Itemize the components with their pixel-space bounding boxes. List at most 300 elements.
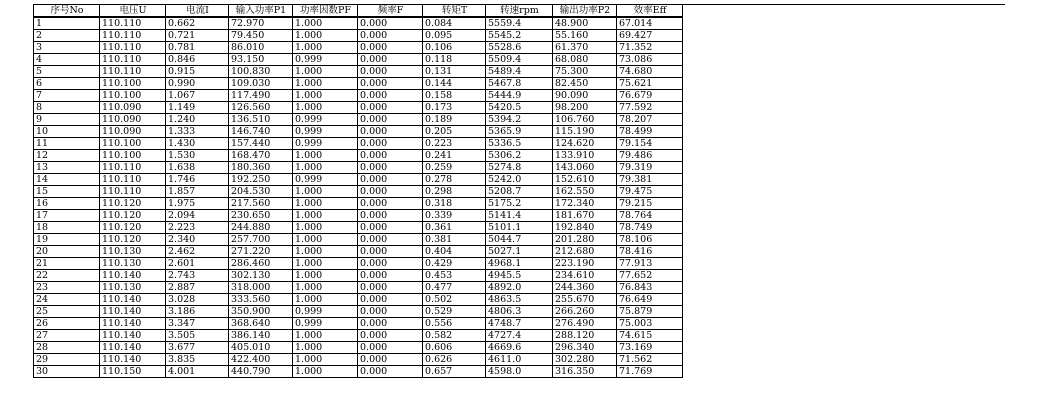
- table-cell: 1.000: [293, 222, 358, 234]
- table-cell: 0.173: [423, 102, 486, 114]
- column-header: 序号No: [34, 5, 100, 18]
- table-cell: 75.300: [553, 66, 617, 78]
- table-cell: 110.150: [100, 366, 166, 378]
- table-row: [34, 114, 683, 126]
- table-cell: 276.490: [553, 318, 617, 330]
- table-cell: 5489.4: [486, 66, 553, 78]
- table-cell: 110.090: [100, 114, 166, 126]
- table-cell: 4.001: [166, 366, 229, 378]
- table-cell: 55.160: [553, 30, 617, 42]
- table-cell: 157.440: [229, 138, 293, 150]
- table-cell: 405.010: [229, 342, 293, 354]
- table-cell: 110.140: [100, 330, 166, 342]
- table-cell: 79.215: [617, 198, 683, 210]
- table-row: [34, 90, 683, 102]
- table-cell: 110.090: [100, 102, 166, 114]
- table-cell: 24: [34, 294, 100, 306]
- table-cell: 1.000: [293, 78, 358, 90]
- table-cell: 0.000: [358, 78, 423, 90]
- table-cell: 386.140: [229, 330, 293, 342]
- table-cell: 4806.3: [486, 306, 553, 318]
- table-cell: 0.095: [423, 30, 486, 42]
- table-cell: 1.333: [166, 126, 229, 138]
- table-row: [34, 318, 683, 330]
- table-header-row: [34, 5, 683, 18]
- table-cell: 5141.4: [486, 210, 553, 222]
- table-cell: 0.381: [423, 234, 486, 246]
- table-cell: 79.486: [617, 150, 683, 162]
- table-cell: 0.999: [293, 126, 358, 138]
- column-header: 转矩T: [423, 5, 486, 18]
- table-cell: 0.000: [358, 294, 423, 306]
- table-cell: 73.086: [617, 54, 683, 66]
- table-cell: 172.340: [553, 198, 617, 210]
- table-cell: 0.999: [293, 54, 358, 66]
- table-cell: 230.650: [229, 210, 293, 222]
- table-cell: 110.140: [100, 342, 166, 354]
- table-cell: 5044.7: [486, 234, 553, 246]
- table-cell: 48.900: [553, 17, 617, 30]
- table-row: [34, 198, 683, 210]
- table-cell: 110.130: [100, 282, 166, 294]
- table-cell: 1.000: [293, 42, 358, 54]
- table-cell: 110.110: [100, 66, 166, 78]
- table-cell: 110.130: [100, 246, 166, 258]
- table-row: [34, 102, 683, 114]
- table-cell: 78.499: [617, 126, 683, 138]
- table-row: [34, 174, 683, 186]
- table-cell: 244.880: [229, 222, 293, 234]
- table-cell: 110.130: [100, 258, 166, 270]
- table-cell: 0.000: [358, 342, 423, 354]
- table-cell: 110.110: [100, 54, 166, 66]
- table-cell: 2.223: [166, 222, 229, 234]
- table-cell: 133.910: [553, 150, 617, 162]
- table-cell: 0.278: [423, 174, 486, 186]
- table-cell: 5467.8: [486, 78, 553, 90]
- table-row: [34, 54, 683, 66]
- table-cell: 5420.5: [486, 102, 553, 114]
- table-cell: 162.550: [553, 186, 617, 198]
- table-cell: 3.186: [166, 306, 229, 318]
- table-cell: 0.721: [166, 30, 229, 42]
- column-header: 输入功率P1: [229, 5, 293, 18]
- table-cell: 2.462: [166, 246, 229, 258]
- table-cell: 110.140: [100, 270, 166, 282]
- table-cell: 0.000: [358, 126, 423, 138]
- table-cell: 181.670: [553, 210, 617, 222]
- table-cell: 192.840: [553, 222, 617, 234]
- table-cell: 69.427: [617, 30, 683, 42]
- table-cell: 3.835: [166, 354, 229, 366]
- table-row: [34, 270, 683, 282]
- table-cell: 201.280: [553, 234, 617, 246]
- table-cell: 1.149: [166, 102, 229, 114]
- table-cell: 110.090: [100, 126, 166, 138]
- table-cell: 86.010: [229, 42, 293, 54]
- column-header: 频率F: [358, 5, 423, 18]
- table-cell: 1.000: [293, 162, 358, 174]
- table-cell: 0.205: [423, 126, 486, 138]
- table-cell: 1: [34, 17, 100, 30]
- table-cell: 124.620: [553, 138, 617, 150]
- table-cell: 0.000: [358, 174, 423, 186]
- table-cell: 5101.1: [486, 222, 553, 234]
- table-cell: 1.430: [166, 138, 229, 150]
- table-cell: 74.680: [617, 66, 683, 78]
- table-cell: 1.000: [293, 210, 358, 222]
- table-cell: 110.100: [100, 78, 166, 90]
- table-cell: 318.000: [229, 282, 293, 294]
- table-cell: 180.360: [229, 162, 293, 174]
- table-cell: 350.900: [229, 306, 293, 318]
- table-cell: 71.352: [617, 42, 683, 54]
- table-cell: 110.120: [100, 210, 166, 222]
- table-cell: 0.000: [358, 354, 423, 366]
- table-cell: 110.120: [100, 222, 166, 234]
- table-cell: 0.000: [358, 330, 423, 342]
- table-row: [34, 126, 683, 138]
- table-body: [34, 17, 683, 378]
- table-cell: 1.000: [293, 234, 358, 246]
- table-cell: 1.000: [293, 30, 358, 42]
- table-cell: 1.000: [293, 246, 358, 258]
- table-cell: 0.241: [423, 150, 486, 162]
- table-cell: 266.260: [553, 306, 617, 318]
- table-cell: 0.339: [423, 210, 486, 222]
- table-cell: 0.657: [423, 366, 486, 378]
- table-cell: 6: [34, 78, 100, 90]
- table-cell: 79.381: [617, 174, 683, 186]
- table-cell: 1.530: [166, 150, 229, 162]
- table-cell: 440.790: [229, 366, 293, 378]
- table-row: [34, 234, 683, 246]
- table-cell: 5444.9: [486, 90, 553, 102]
- column-header: 转速rpm: [486, 5, 553, 18]
- table-cell: 302.280: [553, 354, 617, 366]
- table-cell: 12: [34, 150, 100, 162]
- table-cell: 2.340: [166, 234, 229, 246]
- table-cell: 11: [34, 138, 100, 150]
- table-cell: 0.606: [423, 342, 486, 354]
- table-cell: 368.640: [229, 318, 293, 330]
- table-cell: 76.649: [617, 294, 683, 306]
- table-cell: 0.477: [423, 282, 486, 294]
- table-cell: 0.556: [423, 318, 486, 330]
- motor-test-data-table: [33, 4, 683, 378]
- table-cell: 0.846: [166, 54, 229, 66]
- table-cell: 3: [34, 42, 100, 54]
- table-cell: 115.190: [553, 126, 617, 138]
- table-cell: 1.857: [166, 186, 229, 198]
- table-cell: 0.106: [423, 42, 486, 54]
- table-cell: 100.830: [229, 66, 293, 78]
- table-cell: 0.144: [423, 78, 486, 90]
- table-cell: 1.638: [166, 162, 229, 174]
- table-cell: 0.453: [423, 270, 486, 282]
- table-cell: 76.843: [617, 282, 683, 294]
- table-cell: 0.000: [358, 162, 423, 174]
- table-cell: 1.000: [293, 150, 358, 162]
- table-cell: 152.610: [553, 174, 617, 186]
- table-cell: 23: [34, 282, 100, 294]
- table-cell: 17: [34, 210, 100, 222]
- column-header: 电流I: [166, 5, 229, 18]
- table-cell: 0.000: [358, 282, 423, 294]
- table-cell: 68.080: [553, 54, 617, 66]
- table-cell: 0.502: [423, 294, 486, 306]
- table-cell: 110.100: [100, 90, 166, 102]
- table-cell: 2.601: [166, 258, 229, 270]
- table-cell: 0.000: [358, 90, 423, 102]
- table-cell: 13: [34, 162, 100, 174]
- table-cell: 4669.6: [486, 342, 553, 354]
- table-row: [34, 186, 683, 198]
- table-cell: 1.067: [166, 90, 229, 102]
- table-cell: 2.094: [166, 210, 229, 222]
- table-cell: 0.999: [293, 306, 358, 318]
- table-cell: 146.740: [229, 126, 293, 138]
- table-cell: 74.615: [617, 330, 683, 342]
- table-cell: 5545.2: [486, 30, 553, 42]
- table-cell: 1.975: [166, 198, 229, 210]
- table-cell: 16: [34, 198, 100, 210]
- table-cell: 0.000: [358, 318, 423, 330]
- table-cell: 244.360: [553, 282, 617, 294]
- table-cell: 110.110: [100, 174, 166, 186]
- table-cell: 0.000: [358, 246, 423, 258]
- table-cell: 22: [34, 270, 100, 282]
- table-cell: 109.030: [229, 78, 293, 90]
- table-cell: 0.318: [423, 198, 486, 210]
- table-cell: 79.475: [617, 186, 683, 198]
- table-cell: 0.000: [358, 258, 423, 270]
- table-cell: 110.140: [100, 318, 166, 330]
- table-row: [34, 222, 683, 234]
- table-row: [34, 366, 683, 378]
- column-header: 输出功率P2: [553, 5, 617, 18]
- table-cell: 1.000: [293, 17, 358, 30]
- table-row: [34, 246, 683, 258]
- table-cell: 5274.8: [486, 162, 553, 174]
- table-cell: 0.529: [423, 306, 486, 318]
- table-cell: 0.582: [423, 330, 486, 342]
- table-cell: 8: [34, 102, 100, 114]
- table-cell: 5365.9: [486, 126, 553, 138]
- table-cell: 286.460: [229, 258, 293, 270]
- table-cell: 4892.0: [486, 282, 553, 294]
- table-cell: 79.154: [617, 138, 683, 150]
- table-cell: 93.150: [229, 54, 293, 66]
- table-cell: 0.781: [166, 42, 229, 54]
- table-cell: 302.130: [229, 270, 293, 282]
- table-cell: 1.240: [166, 114, 229, 126]
- table-cell: 0.298: [423, 186, 486, 198]
- table-cell: 19: [34, 234, 100, 246]
- table-cell: 4: [34, 54, 100, 66]
- table-cell: 15: [34, 186, 100, 198]
- column-header: 电压U: [100, 5, 166, 18]
- table-cell: 4598.0: [486, 366, 553, 378]
- table-cell: 77.592: [617, 102, 683, 114]
- table-cell: 110.110: [100, 30, 166, 42]
- table-cell: 1.000: [293, 66, 358, 78]
- table-cell: 75.003: [617, 318, 683, 330]
- table-cell: 422.400: [229, 354, 293, 366]
- table-cell: 1.000: [293, 366, 358, 378]
- table-cell: 296.340: [553, 342, 617, 354]
- table-cell: 1.000: [293, 258, 358, 270]
- table-cell: 0.000: [358, 102, 423, 114]
- table-cell: 67.014: [617, 17, 683, 30]
- table-cell: 1.000: [293, 294, 358, 306]
- table-cell: 204.530: [229, 186, 293, 198]
- table-cell: 333.560: [229, 294, 293, 306]
- column-header: 效率Eff: [617, 5, 683, 18]
- table-row: [34, 210, 683, 222]
- table-row: [34, 42, 683, 54]
- table-cell: 212.680: [553, 246, 617, 258]
- table-cell: 71.562: [617, 354, 683, 366]
- table-cell: 82.450: [553, 78, 617, 90]
- table-cell: 0.000: [358, 138, 423, 150]
- table-cell: 3.347: [166, 318, 229, 330]
- table-cell: 76.679: [617, 90, 683, 102]
- table-cell: 14: [34, 174, 100, 186]
- table-cell: 27: [34, 330, 100, 342]
- table-cell: 0.999: [293, 114, 358, 126]
- table-cell: 1.000: [293, 354, 358, 366]
- table-cell: 110.110: [100, 42, 166, 54]
- table-cell: 110.110: [100, 186, 166, 198]
- table-cell: 4968.1: [486, 258, 553, 270]
- table-cell: 1.000: [293, 282, 358, 294]
- table-cell: 7: [34, 90, 100, 102]
- table-cell: 0.662: [166, 17, 229, 30]
- table-cell: 75.879: [617, 306, 683, 318]
- table-cell: 28: [34, 342, 100, 354]
- table-cell: 0.000: [358, 54, 423, 66]
- table-cell: 5: [34, 66, 100, 78]
- table-cell: 73.169: [617, 342, 683, 354]
- table-cell: 288.120: [553, 330, 617, 342]
- table-cell: 0.158: [423, 90, 486, 102]
- table-row: [34, 78, 683, 90]
- table-cell: 0.000: [358, 66, 423, 78]
- table-cell: 30: [34, 366, 100, 378]
- table-cell: 255.670: [553, 294, 617, 306]
- table-cell: 0.000: [358, 210, 423, 222]
- table-cell: 0.000: [358, 186, 423, 198]
- table-cell: 0.000: [358, 150, 423, 162]
- top-rule-line: [677, 4, 1005, 5]
- table-cell: 0.000: [358, 17, 423, 30]
- table-cell: 110.120: [100, 234, 166, 246]
- table-cell: 90.090: [553, 90, 617, 102]
- table-cell: 3.028: [166, 294, 229, 306]
- table-cell: 4945.5: [486, 270, 553, 282]
- table-cell: 0.131: [423, 66, 486, 78]
- table-cell: 79.450: [229, 30, 293, 42]
- table-cell: 1.000: [293, 270, 358, 282]
- table-cell: 0.626: [423, 354, 486, 366]
- table-cell: 0.000: [358, 366, 423, 378]
- table-cell: 0.259: [423, 162, 486, 174]
- table-cell: 77.913: [617, 258, 683, 270]
- table-cell: 117.490: [229, 90, 293, 102]
- table-cell: 110.140: [100, 294, 166, 306]
- table-cell: 168.470: [229, 150, 293, 162]
- table-row: [34, 150, 683, 162]
- table-cell: 98.200: [553, 102, 617, 114]
- table-cell: 5394.2: [486, 114, 553, 126]
- table-cell: 4727.4: [486, 330, 553, 342]
- table-row: [34, 138, 683, 150]
- table-cell: 72.970: [229, 17, 293, 30]
- table-cell: 75.621: [617, 78, 683, 90]
- table-cell: 0.915: [166, 66, 229, 78]
- table-cell: 0.999: [293, 318, 358, 330]
- table-cell: 78.749: [617, 222, 683, 234]
- table-cell: 0.000: [358, 30, 423, 42]
- table-cell: 0.361: [423, 222, 486, 234]
- table-cell: 1.000: [293, 102, 358, 114]
- table-cell: 0.000: [358, 306, 423, 318]
- table-cell: 136.510: [229, 114, 293, 126]
- table-cell: 316.350: [553, 366, 617, 378]
- table-row: [34, 17, 683, 30]
- table-cell: 4748.7: [486, 318, 553, 330]
- table-cell: 234.610: [553, 270, 617, 282]
- table-cell: 110.100: [100, 138, 166, 150]
- table-cell: 0.999: [293, 138, 358, 150]
- table-cell: 0.118: [423, 54, 486, 66]
- table-row: [34, 342, 683, 354]
- table-cell: 20: [34, 246, 100, 258]
- table-cell: 5509.4: [486, 54, 553, 66]
- table-cell: 0.404: [423, 246, 486, 258]
- table-cell: 5175.2: [486, 198, 553, 210]
- table-cell: 1.000: [293, 342, 358, 354]
- table-cell: 18: [34, 222, 100, 234]
- table-cell: 110.120: [100, 198, 166, 210]
- table-cell: 0.000: [358, 234, 423, 246]
- table-row: [34, 354, 683, 366]
- table-cell: 78.416: [617, 246, 683, 258]
- table-cell: 5027.1: [486, 246, 553, 258]
- table-cell: 0.000: [358, 222, 423, 234]
- table-row: [34, 282, 683, 294]
- table-cell: 217.560: [229, 198, 293, 210]
- table-cell: 2.743: [166, 270, 229, 282]
- table-cell: 78.207: [617, 114, 683, 126]
- table-cell: 0.000: [358, 114, 423, 126]
- table-cell: 3.505: [166, 330, 229, 342]
- column-header: 功率因数PF: [293, 5, 358, 18]
- table-cell: 1.000: [293, 90, 358, 102]
- table-cell: 143.060: [553, 162, 617, 174]
- table-cell: 0.999: [293, 174, 358, 186]
- table-row: [34, 30, 683, 42]
- table-cell: 1.000: [293, 330, 358, 342]
- table-row: [34, 258, 683, 270]
- table-cell: 0.429: [423, 258, 486, 270]
- table-cell: 26: [34, 318, 100, 330]
- table-cell: 110.110: [100, 17, 166, 30]
- table-cell: 271.220: [229, 246, 293, 258]
- table-cell: 21: [34, 258, 100, 270]
- table-cell: 9: [34, 114, 100, 126]
